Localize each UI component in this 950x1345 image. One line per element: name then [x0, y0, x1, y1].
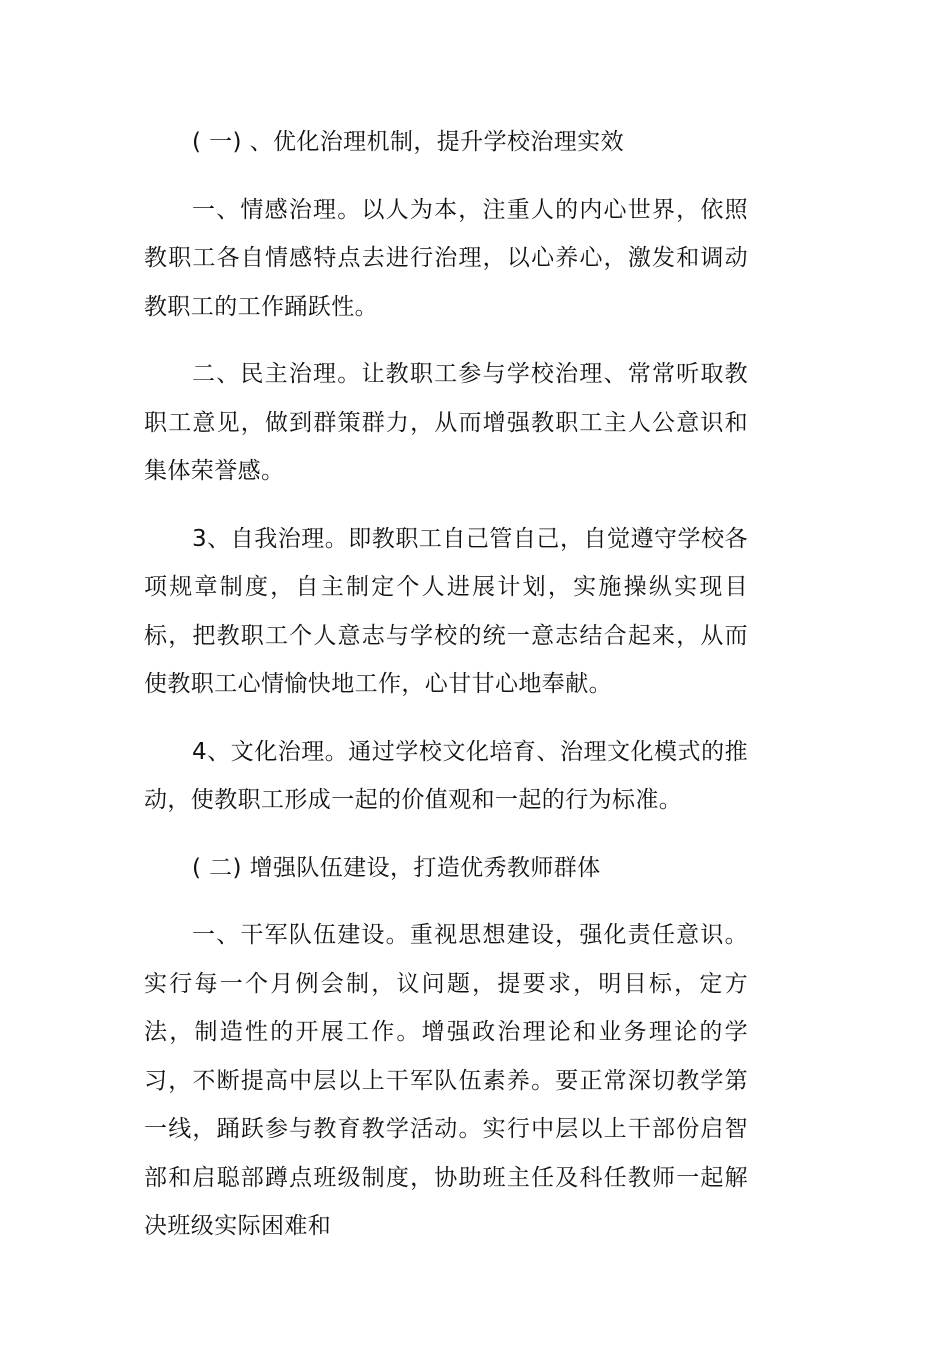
- paragraph-cadre-team-building: 一、干军队伍建设。重视思想建设，强化责任意识。实行每一个月例会制，议问题，提要求，明目标，定方法，制造性的开展工作。增强政治理论和业务理论的学习，不断提高中层以上干军队伍素养。要正常深切教学第一线，踊跃参与教育教学活动。实行中层以上干部份启智部和启聪部蹲点班级制度，协助班主任及科任教师一起解决班级实际困难和: [144, 922, 748, 1239]
- paragraph-emotional-governance: 一、情感治理。以人为本，注重人的内心世界，依照教职工各自情感特点去进行治理，以心养心，激发和调动教职工的工作踊跃性。: [144, 196, 748, 320]
- document-body: [144, 118, 748, 1251]
- paragraph-self-governance: 3、自我治理。即教职工自己管自己，自觉遵守学校各项规章制度，自主制定个人进展计划，实施操纵实现目标，把教职工个人意志与学校的统一意志结合起来，从而使教职工心情愉快地工作，心甘甘心地奉献。: [144, 525, 748, 697]
- section-heading-2: ( 二) 增强队伍建设，打造优秀教师群体: [192, 854, 601, 881]
- paragraph-cultural-governance: 4、文化治理。通过学校文化培育、治理文化模式的推动，使教职工形成一起的价值观和一起的行为标准。: [144, 738, 748, 813]
- section-heading-1: ( 一) 、优化治理机制，提升学校治理实效: [192, 129, 624, 155]
- paragraph-democratic-governance: 二、民主治理。让教职工参与学校治理、常常听取教职工意见，做到群策群力，从而增强教职工主人公意识和集体荣誉感。: [144, 361, 748, 484]
